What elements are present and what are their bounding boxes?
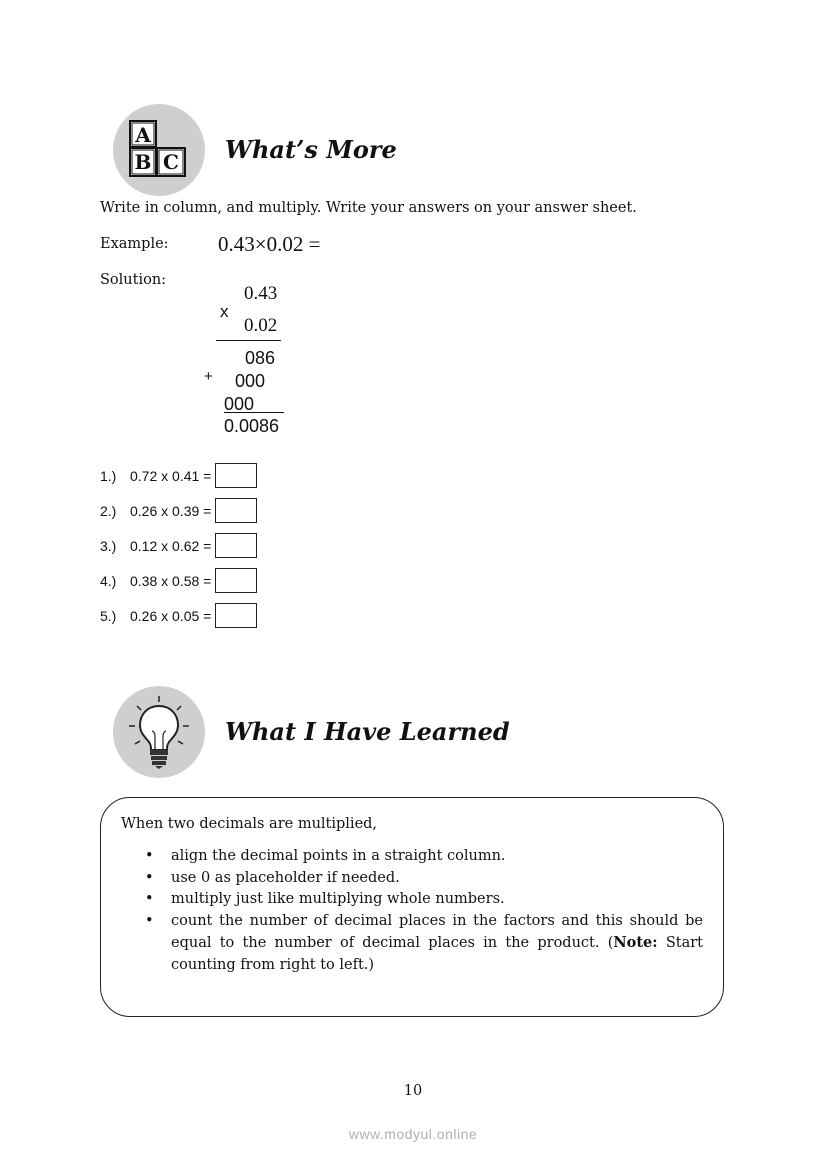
problem-number: 1.) — [100, 467, 117, 484]
problem-number: 3.) — [100, 537, 117, 554]
instructions: Write in column, and multiply. Write your answers on your answer sheet. — [100, 200, 637, 216]
summary-list — [121, 846, 703, 976]
solution-partial3: 000 — [224, 394, 255, 414]
block-letter-c: C — [163, 150, 179, 174]
problem-1 — [100, 463, 257, 488]
bullet-icon: • — [145, 891, 154, 907]
problem-expression: 0.12 x 0.62 = — [130, 537, 212, 554]
problem-5 — [100, 603, 257, 628]
summary-intro: When two decimals are multiplied, — [121, 816, 378, 832]
summary-bullet-1: • align the decimal points in a straight column. — [121, 846, 703, 868]
solution-factor1: 0.43 — [244, 283, 278, 304]
solution-label: Solution: — [100, 272, 167, 288]
problem-expression: 0.72 x 0.41 = — [130, 467, 212, 484]
summary-box — [100, 797, 724, 1017]
summary-bullet-2: • use 0 as placeholder if needed. — [121, 868, 703, 890]
page-number: 10 — [403, 1083, 423, 1099]
abc-blocks-graphic — [113, 104, 205, 196]
watermark: www.modyul.online — [348, 1126, 478, 1142]
problem-3 — [100, 533, 257, 558]
bullet-icon: • — [145, 912, 154, 929]
problem-expression: 0.26 x 0.39 = — [130, 502, 212, 519]
note-label: Note: — [613, 934, 658, 951]
solution-partial2: 000 — [235, 371, 266, 391]
lightbulb-icon — [113, 686, 205, 778]
solution-rule-1 — [216, 340, 281, 341]
learned-title: What I Have Learned — [225, 717, 510, 746]
answer-box[interactable] — [215, 568, 257, 593]
answer-box[interactable] — [215, 498, 257, 523]
answer-box[interactable] — [215, 533, 257, 558]
abc-blocks-icon — [113, 104, 205, 196]
example-expression: 0.43×0.02 = — [218, 232, 321, 256]
example-label: Example: — [100, 236, 169, 252]
bullet-icon: • — [145, 869, 154, 886]
problem-4 — [100, 568, 257, 593]
problem-number: 4.) — [100, 572, 117, 589]
block-letter-a: A — [135, 123, 151, 147]
problem-expression: 0.38 x 0.58 = — [130, 572, 212, 589]
lightbulb-graphic — [113, 686, 205, 778]
answer-box[interactable] — [215, 603, 257, 628]
summary-bullet-3: • multiply just like multiplying whole numbers. — [121, 889, 703, 911]
whats-more-title: What’s More — [225, 135, 397, 164]
block-letter-b: B — [134, 150, 152, 174]
problem-number: 5.) — [100, 607, 117, 624]
solution-product: 0.0086 — [224, 416, 280, 436]
solution-rule-2 — [224, 412, 284, 413]
bullet-icon: • — [145, 848, 154, 864]
solution-factor2: 0.02 — [244, 315, 278, 336]
answer-box[interactable] — [215, 463, 257, 488]
solution-plus-sign: + — [204, 368, 213, 385]
problem-2 — [100, 498, 257, 523]
problem-expression: 0.26 x 0.05 = — [130, 607, 212, 624]
problem-number: 2.) — [100, 502, 117, 519]
solution-partial1: 086 — [245, 348, 276, 368]
solution-times-sign: x — [220, 302, 229, 321]
summary-bullet-4: • count the number of decimal places in the factors and this should be equal to the number of decimal places in the product. (Note: Start counting from right to left.) — [145, 912, 703, 973]
